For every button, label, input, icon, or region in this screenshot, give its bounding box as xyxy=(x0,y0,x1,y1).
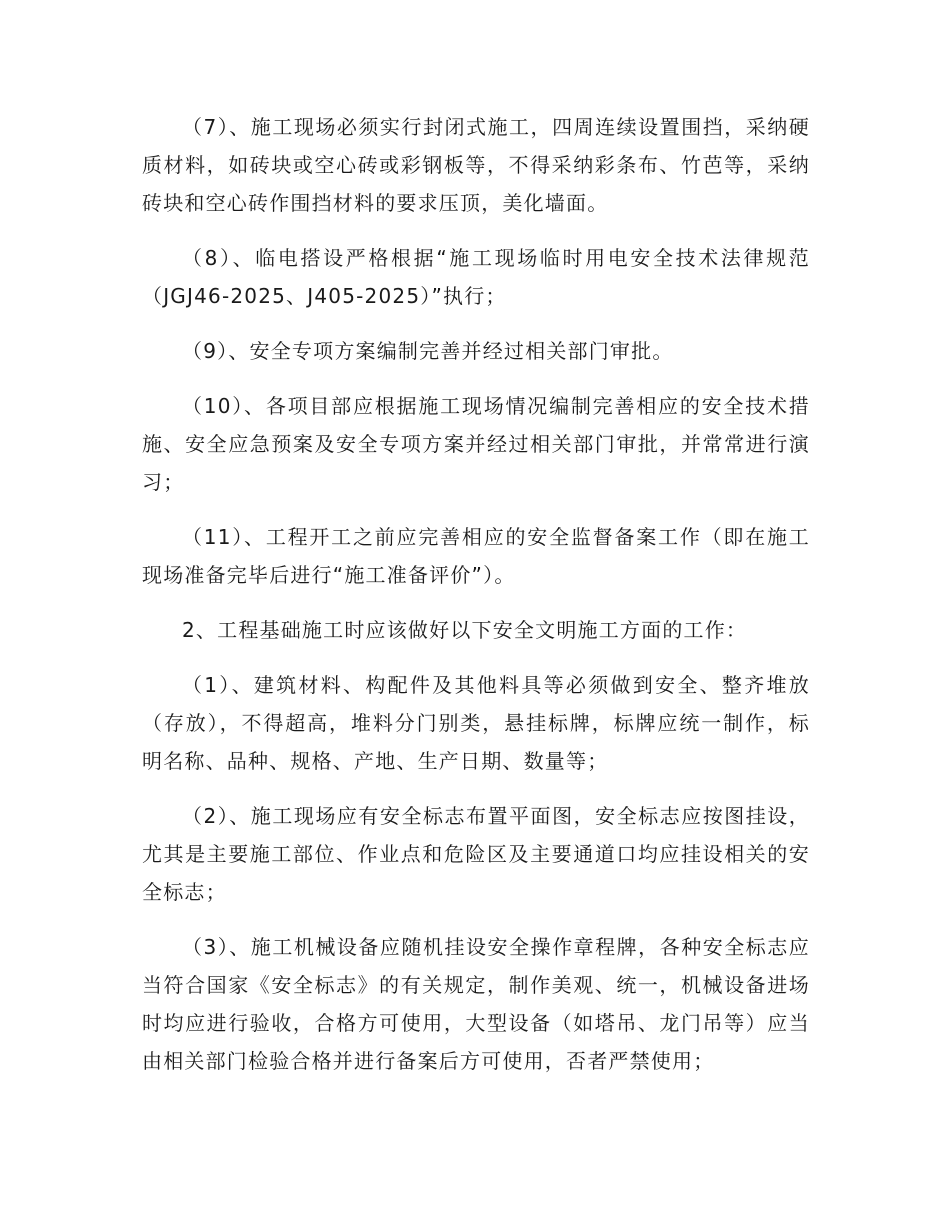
section-heading-2: 2、工程基础施工时应该做好以下安全文明施工方面的工作： xyxy=(182,618,748,642)
paragraph-item-2: （2）、施工现场应有安全标志布置平面图，安全标志应按图挂设，尤其是主要施工部位、作业点和危险区及主要通道口均应挂设相关的安全标志； xyxy=(142,804,810,904)
paragraph-item-7: （7）、施工现场必须实行封闭式施工，四周连续设置围挡，采纳硬质材料，如砖块或空心砖或彩钢板等，不得采纳彩条布、竹芭等，采纳砖块和空心砖作围挡材料的要求压顶，美化墙面。 xyxy=(142,115,810,215)
document-body xyxy=(142,108,810,1080)
paragraph-item-1: （1）、建筑材料、构配件及其他料具等必须做到安全、整齐堆放（存放），不得超高，堆料分门别类，悬挂标牌，标牌应统一制作，标明名称、品种、规格、产地、生产日期、数量等； xyxy=(142,673,810,773)
paragraph-item-11: （11）、工程开工之前应完善相应的安全监督备案工作（即在施工现场准备完毕后进行“施工准备评价”）。 xyxy=(142,525,810,587)
paragraph-item-9: （9）、安全专项方案编制完善并经过相关部门审批。 xyxy=(182,339,674,363)
paragraph-item-10: （10）、各项目部应根据施工现场情况编制完善相应的安全技术措施、安全应急预案及安全专项方案并经过相关部门审批，并常常进行演习； xyxy=(142,394,810,494)
paragraph-item-3: （3）、施工机械设备应随机挂设安全操作章程牌，各种安全标志应当符合国家《安全标志》的有关规定，制作美观、统一，机械设备进场时均应进行验收，合格方可使用，大型设备（如塔吊、龙门吊等）应当由相关部门检验合格并进行备案后方可使用，否者严禁使用； xyxy=(142,935,810,1073)
paragraph-item-8: （8）、临电搭设严格根据“施工现场临时用电安全技术法律规范（JGJ46-2025、J405-2025）”执行； xyxy=(142,246,810,308)
